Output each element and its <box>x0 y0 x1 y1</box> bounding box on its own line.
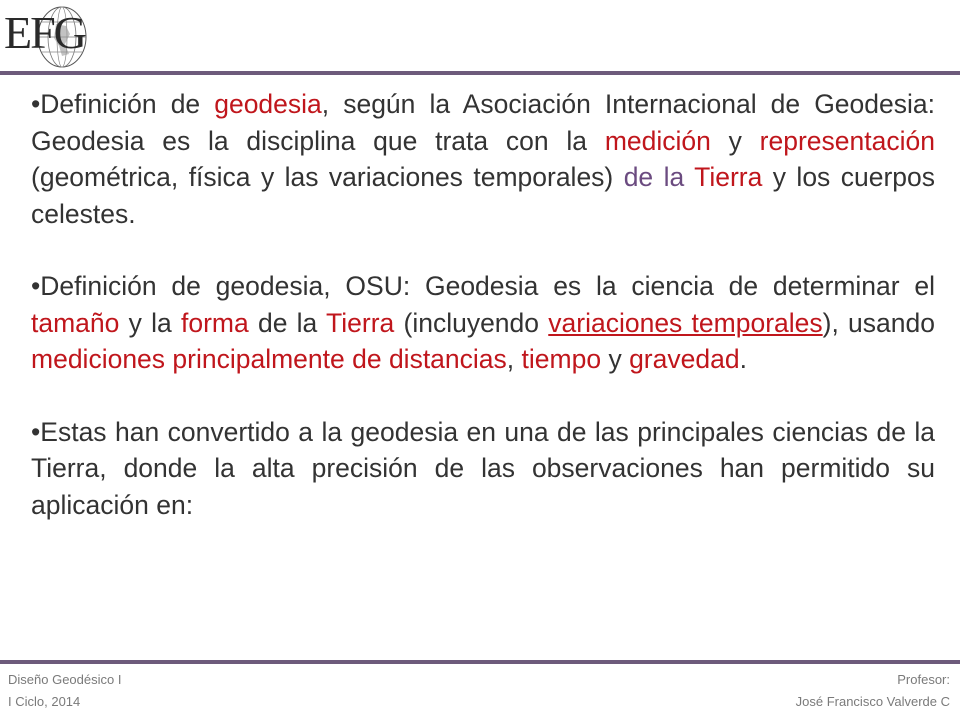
highlight-tierra: Tierra <box>694 162 763 192</box>
text-run: , <box>506 344 522 374</box>
footer-professor <box>796 669 950 713</box>
text-run: , según la Asociación Internacional de Geodesia: Geodesia es la disciplina que trata con la <box>31 89 935 156</box>
text-run: •Definición de geodesia, OSU: Geodesia es la ciencia de determinar el <box>31 271 935 301</box>
bottom-divider <box>0 660 960 664</box>
definition-iag-paragraph <box>31 86 935 232</box>
highlight-representacion: representación <box>759 125 935 156</box>
logo-letters: EFG <box>4 7 85 58</box>
slide-content <box>31 86 935 523</box>
text-run: (incluyendo <box>394 307 549 338</box>
text-run: . <box>739 344 747 374</box>
text-run: •Estas han convertido a la geodesia en una de las principales ciencias de la Tierra, donde la alta precisión de las observaciones han permitido su aplicación en: <box>31 416 935 520</box>
text-run: y <box>601 344 630 374</box>
text-run: ), usando <box>822 307 935 338</box>
course-name: Diseño Geodésico I <box>8 672 122 687</box>
highlight-tamano: tamaño <box>31 307 120 338</box>
text-run: y la <box>119 307 181 338</box>
definition-osu-paragraph <box>31 268 935 378</box>
professor-name: José Francisco Valverde C <box>795 694 950 709</box>
highlight-forma: forma <box>180 307 249 338</box>
highlight-tierra: Tierra <box>326 307 395 338</box>
applications-paragraph <box>31 414 935 524</box>
footer-course <box>8 669 121 713</box>
efg-logo <box>4 4 120 70</box>
highlight-gravedad: gravedad <box>629 344 740 374</box>
highlight-geodesia: geodesia <box>214 89 322 119</box>
highlight-tiempo: tiempo <box>521 344 602 374</box>
highlight-medicion: medición <box>604 125 711 156</box>
highlight-mediciones-distancias: mediciones principalmente de distancias <box>31 344 507 374</box>
text-run: •Definición de <box>31 89 215 119</box>
text-run: de la <box>248 307 327 338</box>
professor-label: Profesor: <box>897 672 950 687</box>
text-run: y los cuerpos celestes. <box>31 162 935 229</box>
highlight-de-la: de la <box>623 162 685 192</box>
highlight-variaciones-temporales: variaciones temporales <box>548 307 823 338</box>
text-run <box>684 162 694 192</box>
top-divider <box>0 71 960 75</box>
text-run: y <box>710 125 760 156</box>
course-term: I Ciclo, 2014 <box>8 694 81 709</box>
text-run: (geométrica, física y las variaciones temporales) <box>31 162 624 192</box>
